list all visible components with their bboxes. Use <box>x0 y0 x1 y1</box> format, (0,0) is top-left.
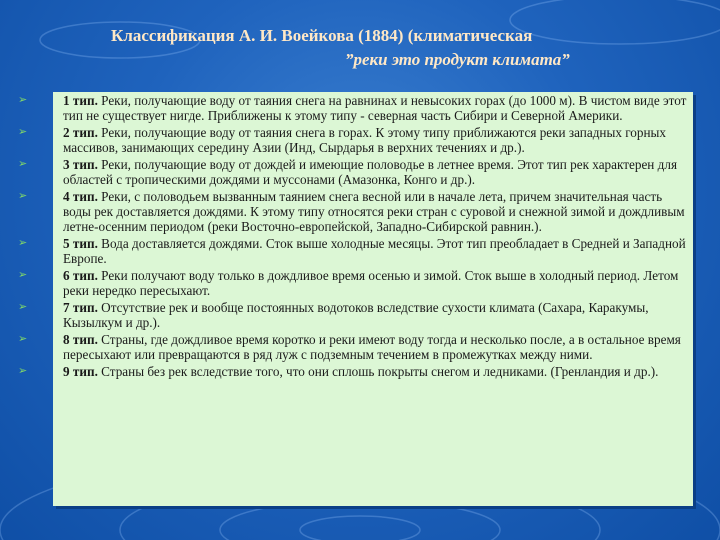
type-number: 5 тип. <box>63 236 98 252</box>
slide-title-line-1: Классификация А. И. Воейкова (1884) (климатическая <box>111 26 533 45</box>
type-description: Реки, с половодьем вызванным таянием снега весной или в начале лета, причем значительная часть воды рек доставляется дождями. К этому типу относятся реки стран с суровой и снежной зимой и дождливым летне-осенним периодом (реки Восточно-европейской, Западно-Сибирской равнин.). <box>63 189 685 235</box>
list-item <box>0 236 720 266</box>
slide-title <box>0 24 720 72</box>
type-description: Реки, получающие воду от таяния снега на равнинах и невысоких горах (до 1000 м). В чистом виде этот тип не существует нигде. Приближены к этому типу - северная часть Сибири и Северной Америки. <box>63 93 687 124</box>
list-item <box>0 125 720 155</box>
type-description: Страны, где дождливое время коротко и реки имеют воду тогда и несколько после, а в остальное время пересыхают или превращаются в ряд луж с подземным течением в промежутках между ними. <box>63 332 681 363</box>
arrow-bullet-icon: ➢ <box>18 237 28 250</box>
type-description: Реки, получающие воду от таяния снега в горах. К этому типу приближаются реки западных горных массивов, занимающих середину Азии (Инд, Сырдарья в верхних течениях и др.). <box>63 125 667 156</box>
type-description: Страны без рек вследствие того, что они сплошь покрыты снегом и ледниками. (Гренландия и др.). <box>97 364 659 380</box>
list-item <box>0 300 720 330</box>
type-number: 7 тип. <box>63 300 98 316</box>
list-item <box>0 93 720 123</box>
arrow-bullet-icon: ➢ <box>18 269 28 282</box>
arrow-bullet-icon: ➢ <box>18 126 28 138</box>
type-description: Вода доставляется дождями. Сток выше холодные месяцы. Этот тип преобладает в Средней и Западной Европе. <box>63 236 686 267</box>
type-number: 9 тип. <box>63 364 98 380</box>
type-number: 1 тип. <box>63 93 98 108</box>
type-number: 6 тип. <box>63 268 98 284</box>
type-description: Реки получают воду только в дождливое время осенью и зимой. Сток выше в холодный период. Летом реки нередко пересыхают. <box>63 268 679 299</box>
arrow-bullet-icon: ➢ <box>18 365 28 378</box>
list-item <box>0 189 720 235</box>
type-number: 8 тип. <box>63 332 98 348</box>
arrow-bullet-icon: ➢ <box>18 301 28 314</box>
type-number: 3 тип. <box>63 157 98 172</box>
list-item <box>0 364 720 379</box>
classification-list <box>0 93 720 381</box>
arrow-bullet-icon: ➢ <box>18 158 28 170</box>
list-item <box>0 332 720 362</box>
type-number: 4 тип. <box>63 189 98 204</box>
type-description: Реки, получающие воду от дождей и имеющие половодье в летнее время. Этот тип рек характерен для областей с тропическими дождями и муссонами (Амазонка, Конго и др.). <box>63 157 678 188</box>
list-item <box>0 157 720 187</box>
arrow-bullet-icon: ➢ <box>18 190 28 202</box>
arrow-bullet-icon: ➢ <box>18 94 28 106</box>
type-number: 2 тип. <box>63 125 98 140</box>
list-item <box>0 268 720 298</box>
slide-title-line-2: ”реки это продукт климата” <box>345 50 570 69</box>
type-description: Отсутствие рек и вообще постоянных водотоков вследствие сухости климата (Сахара, Каракумы, Кызылкум и др.). <box>63 300 649 331</box>
arrow-bullet-icon: ➢ <box>18 333 28 346</box>
